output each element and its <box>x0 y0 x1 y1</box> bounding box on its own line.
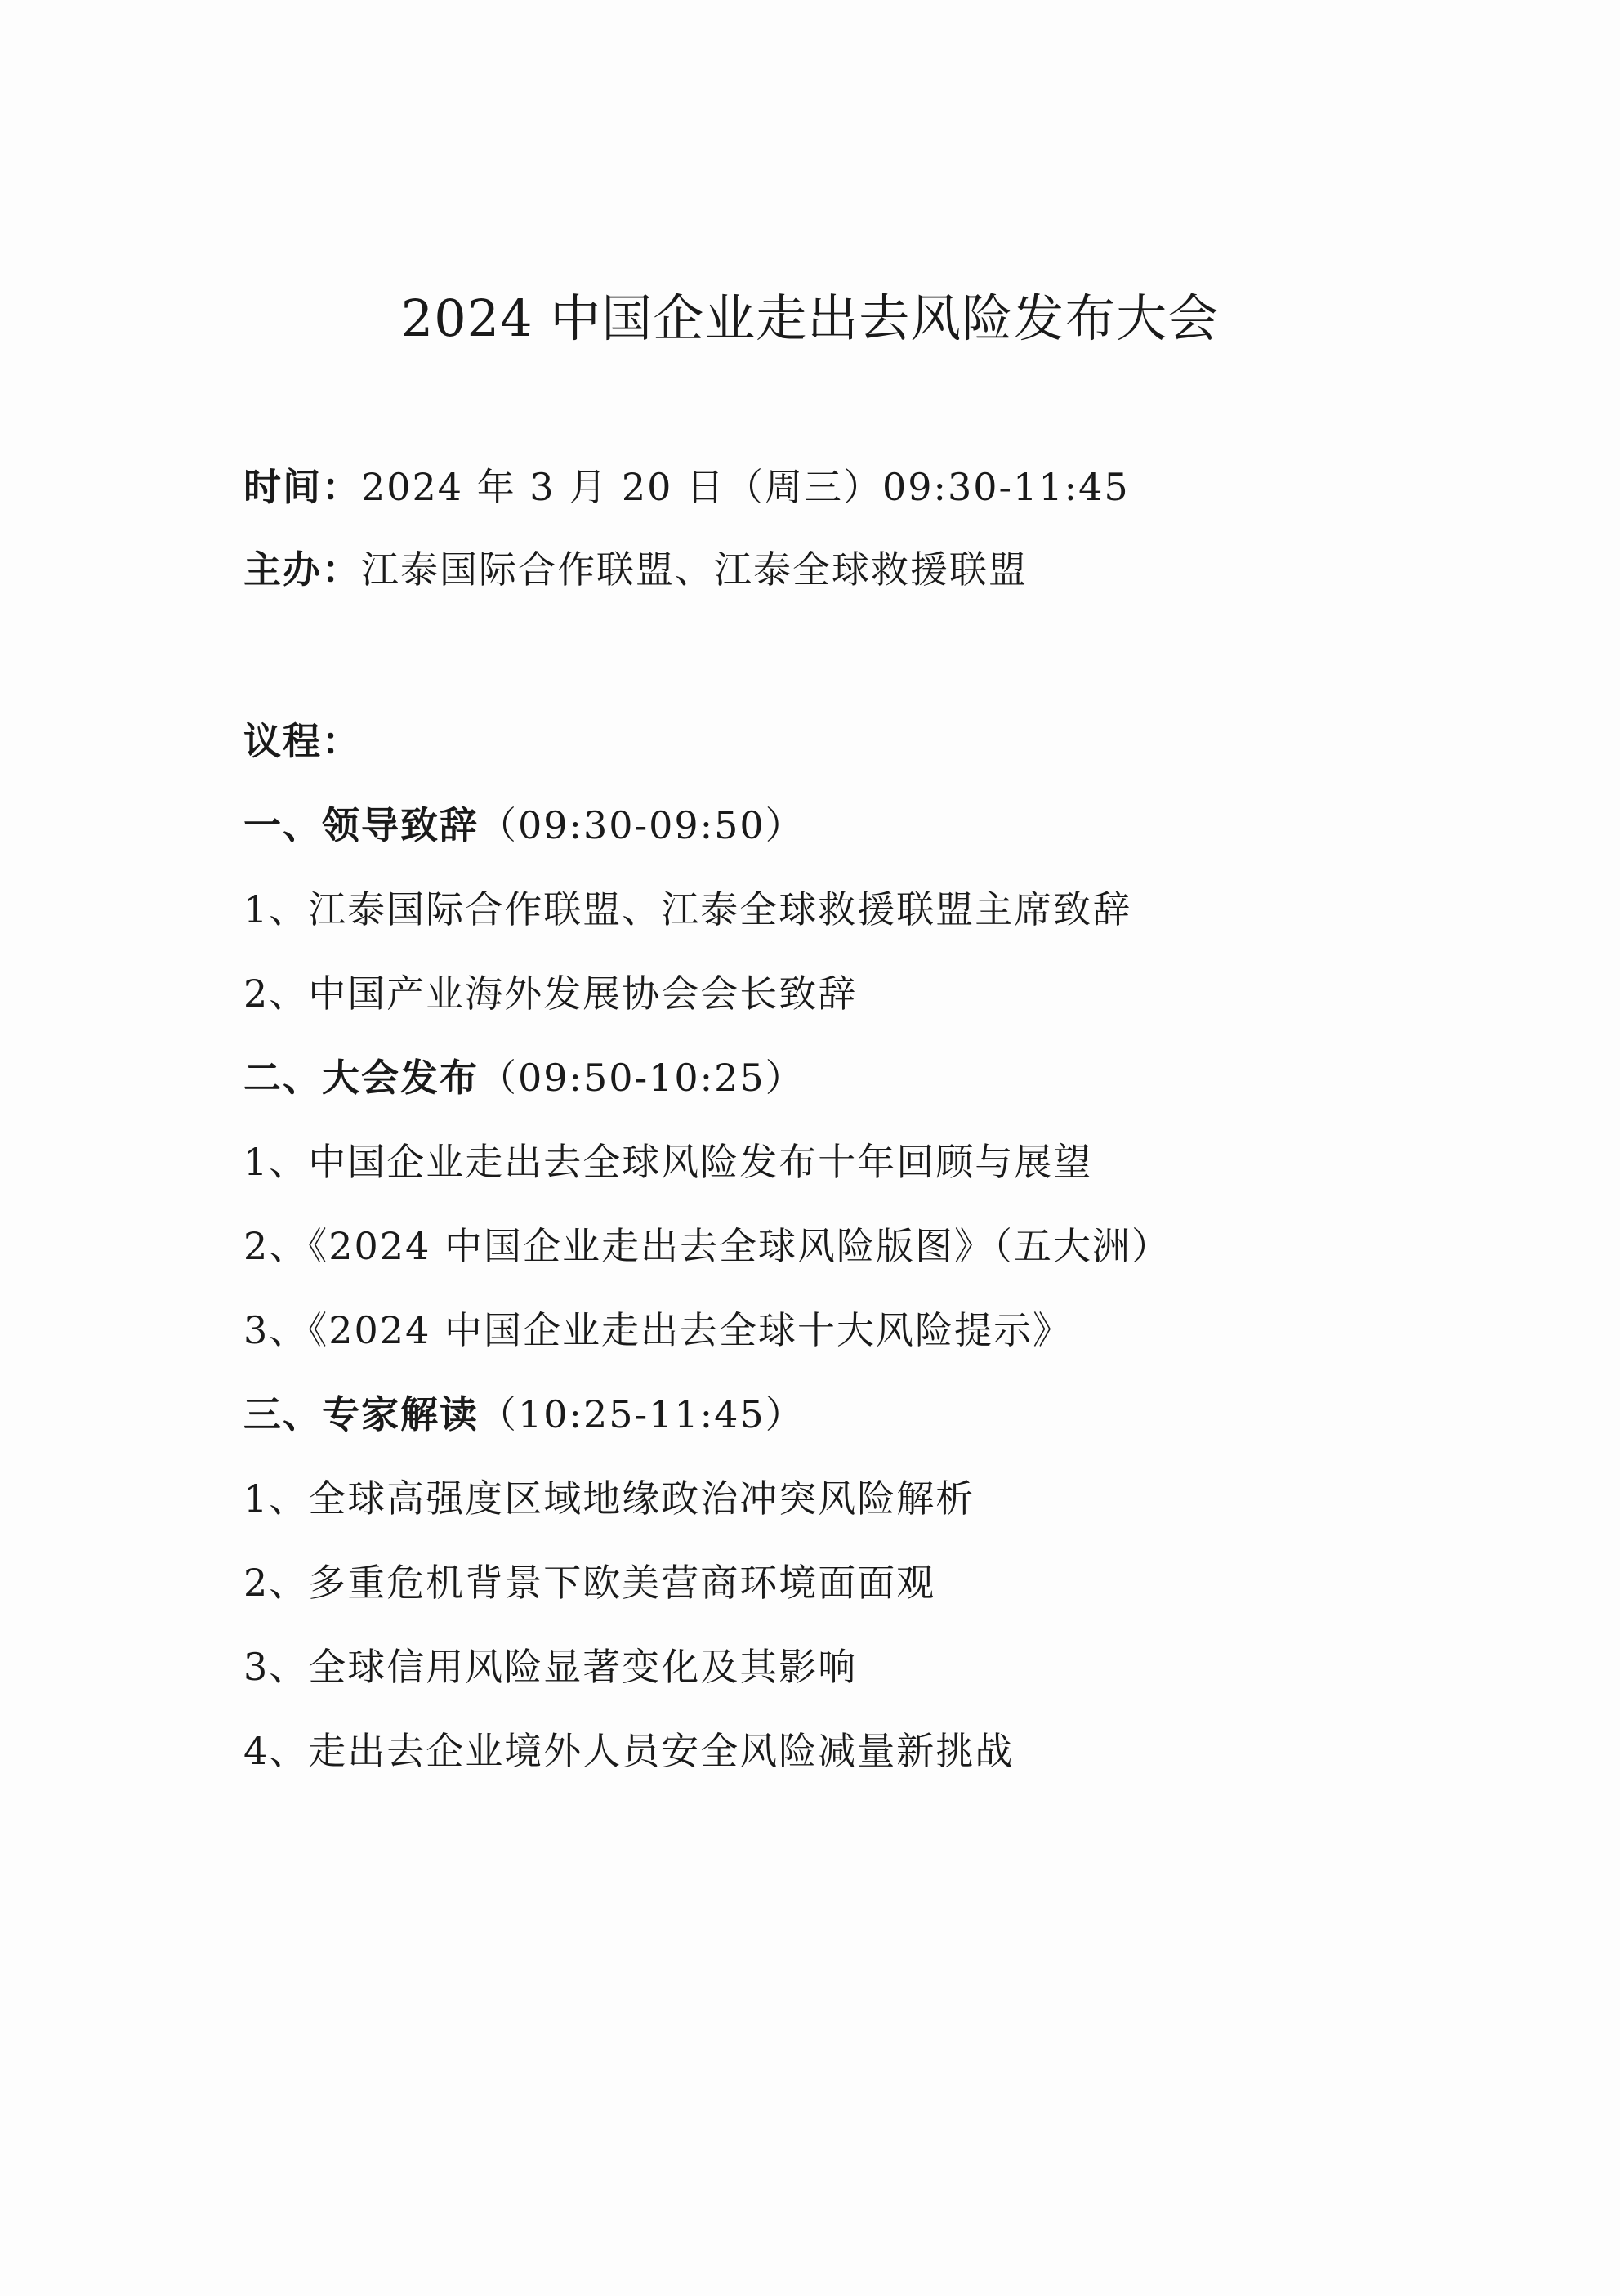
section-time: （09:50-10:25） <box>479 1056 805 1100</box>
document-title: 2024 中国企业走出去风险发布大会 <box>400 288 1220 348</box>
agenda-item: 1、江泰国际合作联盟、江泰全球救援联盟主席致辞 <box>243 887 1132 931</box>
host-value: 江泰国际合作联盟、江泰全球救援联盟 <box>361 547 1028 592</box>
section-title: 三、专家解读 <box>243 1392 479 1436</box>
agenda-item: 3、《2024 中国企业走出去全球十大风险提示》 <box>243 1308 1072 1352</box>
agenda-item: 3、全球信用风险显著变化及其影响 <box>243 1645 858 1689</box>
meeting-time <box>243 458 1130 516</box>
time-value: 2024 年 3 月 20 日（周三）09:30-11:45 <box>361 465 1130 509</box>
agenda-section-heading <box>243 797 805 854</box>
meeting-host <box>243 541 1028 598</box>
agenda-item: 1、全球高强度区域地缘政治冲突风险解析 <box>243 1476 975 1521</box>
section-time: （10:25-11:45） <box>479 1392 805 1436</box>
agenda-section-heading <box>243 1049 805 1106</box>
agenda-item: 4、走出去企业境外人员安全风险减量新挑战 <box>243 1729 1015 1773</box>
agenda-item: 2、中国产业海外发展协会会长致辞 <box>243 972 858 1016</box>
section-title: 二、大会发布 <box>243 1056 479 1100</box>
section-title: 一、领导致辞 <box>243 803 479 847</box>
agenda-section-heading <box>243 1386 805 1443</box>
agenda-label: 议程： <box>243 719 361 763</box>
time-label: 时间： <box>243 465 361 509</box>
section-time: （09:30-09:50） <box>479 803 805 847</box>
agenda-item: 1、中国企业走出去全球风险发布十年回顾与展望 <box>243 1140 1093 1184</box>
agenda-item: 2、多重危机背景下欧美营商环境面面观 <box>243 1561 936 1605</box>
host-label: 主办： <box>243 547 361 592</box>
agenda-item: 2、《2024 中国企业走出去全球风险版图》（五大洲） <box>243 1224 1171 1268</box>
